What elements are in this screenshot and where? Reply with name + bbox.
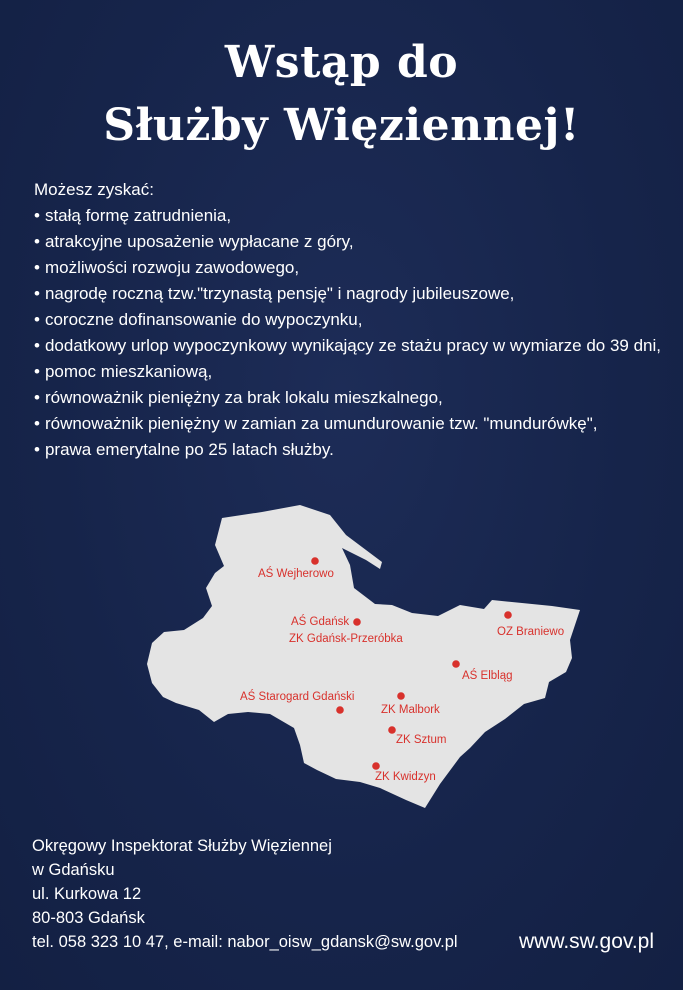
office-name: Okręgowy Inspektorat Służby Więziennej: [32, 837, 332, 855]
label-elblag: AŚ Elbląg: [462, 670, 513, 682]
marker-starogard: [336, 706, 344, 714]
office-street: ul. Kurkowa 12: [32, 885, 142, 903]
label-gdansk-przerobka: ZK Gdańsk-Przeróbka: [289, 633, 403, 645]
contact-line: tel. 058 323 10 47, e-mail: nabor_oisw_gdansk@sw.gov.pl: [32, 933, 458, 951]
poster-title-line-1: Wstąp do: [224, 37, 459, 88]
benefit-item: • możliwości rozwoju zawodowego,: [34, 255, 674, 281]
marker-gdansk: [353, 618, 361, 626]
benefits-intro: Możesz zyskać:: [34, 180, 154, 199]
label-malbork: ZK Malbork: [381, 704, 440, 716]
label-kwidzyn: ZK Kwidzyn: [375, 771, 436, 783]
benefit-item: • nagrodę roczną tzw."trzynastą pensję" i nagrody jubileuszowe,: [34, 281, 674, 307]
label-starogard: AŚ Starogard Gdański: [240, 691, 355, 703]
label-braniewo: OZ Braniewo: [497, 626, 565, 638]
benefit-item: • dodatkowy urlop wypoczynkowy wynikający ze stażu pracy w wymiarze do 39 dni,: [34, 333, 674, 359]
marker-malbork: [397, 692, 405, 700]
benefit-item: • pomoc mieszkaniową,: [34, 359, 674, 385]
benefit-item: • stałą formę zatrudnienia,: [34, 203, 674, 229]
marker-elblag: [452, 660, 460, 668]
benefit-item: • równoważnik pieniężny za brak lokalu mieszkalnego,: [34, 385, 674, 411]
benefit-item: • równoważnik pieniężny w zamian za umundurowanie tzw. "mundurówkę",: [34, 411, 674, 437]
label-gdansk: AŚ Gdańsk: [291, 616, 350, 628]
label-wejherowo: AŚ Wejherowo: [258, 568, 334, 580]
benefit-item: • prawa emerytalne po 25 latach służby.: [34, 437, 674, 463]
label-sztum: ZK Sztum: [396, 734, 447, 746]
marker-sztum: [388, 726, 396, 734]
benefit-item: • atrakcyjne uposażenie wypłacane z góry,: [34, 229, 674, 255]
marker-kwidzyn: [372, 762, 380, 770]
marker-braniewo: [504, 611, 512, 619]
website-link[interactable]: www.sw.gov.pl: [519, 930, 654, 953]
office-city-line: w Gdańsku: [32, 861, 115, 879]
office-address: [32, 834, 332, 930]
poster-title-line-2: Służby Więziennej!: [103, 100, 580, 151]
office-postal: 80-803 Gdańsk: [32, 909, 145, 927]
benefit-item: • coroczne dofinansowanie do wypoczynku,: [34, 307, 674, 333]
region-shape: [147, 505, 580, 808]
marker-wejherowo: [311, 557, 319, 565]
